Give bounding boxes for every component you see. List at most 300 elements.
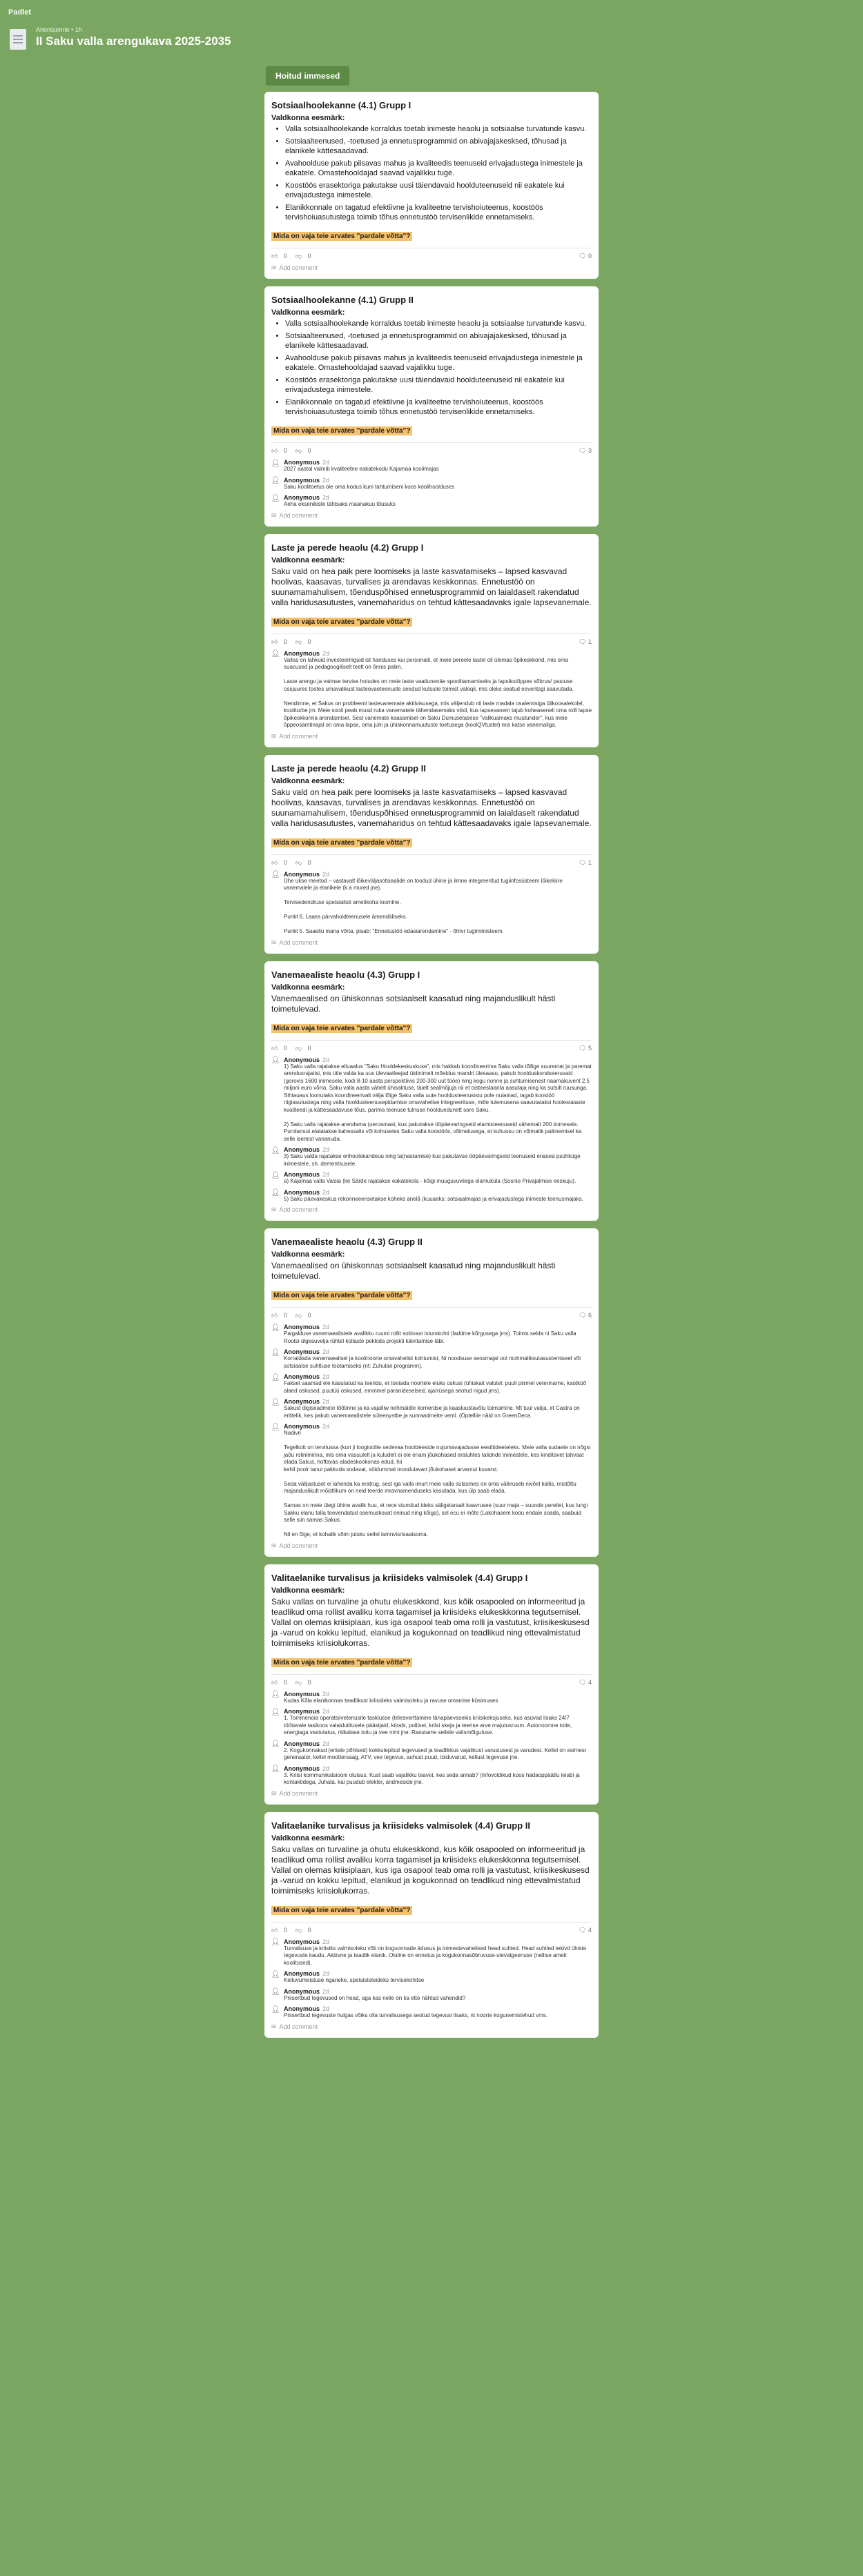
thumb-down-icon: 👎︎ xyxy=(295,1044,304,1052)
question-highlight: Mida on vaja teie arvates "pardale võtta"? xyxy=(271,1291,412,1300)
board-document-icon xyxy=(10,29,26,50)
comment-header xyxy=(284,1189,592,1196)
comment-author: Anonymous xyxy=(284,1708,320,1715)
post-card[interactable] xyxy=(264,92,599,279)
add-comment-button[interactable] xyxy=(271,939,592,947)
add-comment-button[interactable] xyxy=(271,2023,592,2031)
reaction-bar xyxy=(271,1927,592,1934)
comment-body xyxy=(284,1373,592,1395)
column-label[interactable]: Hoitud immesed xyxy=(266,66,349,86)
vote-group xyxy=(271,447,320,455)
comment-add-icon: ✉︎ xyxy=(271,511,277,519)
comment-time: 2d xyxy=(322,1348,330,1355)
dislike-count: 0 xyxy=(307,1044,311,1052)
comment-body xyxy=(284,2005,592,2020)
comment-header xyxy=(284,1988,592,1995)
comment-author: Anonymous xyxy=(284,1690,320,1698)
comment-author: Anonymous xyxy=(284,1324,320,1330)
comment-author: Anonymous xyxy=(284,494,320,501)
goal-item: • Sotsiaalteenused, -toetused ja ennetusprogrammid on abivajajakesksed, tõhusad ja elanikele kättesaadavad. xyxy=(285,137,592,156)
comment-header xyxy=(284,1740,592,1747)
comment-time: 2d xyxy=(322,459,330,466)
reaction-bar xyxy=(271,859,592,867)
anonymous-avatar-icon: 👤︎ xyxy=(271,1373,280,1382)
comment-count-button[interactable] xyxy=(579,253,592,260)
goal-item: • Avahoolduse pakub piisavas mahus ja kvaliteedis teenuseid erivajadustega inimestele ja eakatele. Omastehooldajad saavad vajalikku tuge. xyxy=(285,159,592,178)
comment-count: 1 xyxy=(588,858,592,866)
goal-item: • Valla sotsiaalhoolekande korraldus toetab inimeste heaolu ja sotsiaalse turvatunde kasvu. xyxy=(285,319,592,328)
comment xyxy=(271,459,592,473)
comment-text: Pnisertbud tegevuste hulgas võiks olla turvalisusega seotud tegevusi lisaks, nt noorte kogunemistehud vms. xyxy=(284,2012,547,2018)
anonymous-avatar-icon: 👤︎ xyxy=(271,650,280,658)
comment-text: Turvalisuse ja kriisiks valmisoleku võti on koguonnade ädusus ja inimestevahelised head suhted. Head suhtled tekivd ühiste tegevuste kaudu. Aktiivne ja teadlik elanik. Oluline on ennetus ja kogukonnasõbruvuse-ulevatgeenuse (nellise ameti koolitused). xyxy=(284,1945,587,1966)
question-highlight: Mida on vaja teie arvates "pardale võtta"? xyxy=(271,1906,412,1915)
comment-body xyxy=(284,1056,592,1143)
comment-count-button[interactable] xyxy=(579,1045,592,1052)
anonymous-avatar-icon: 👤︎ xyxy=(271,1708,280,1716)
comment-header xyxy=(284,1938,592,1945)
comment-time: 2d xyxy=(322,649,330,657)
like-button[interactable] xyxy=(271,859,291,866)
dislike-count: 0 xyxy=(307,1678,311,1686)
comment xyxy=(271,1970,592,1985)
comment-text: 2027 aastal valmib kvaliteetne eakatekodu Kajamaa koolimajas xyxy=(284,466,439,472)
divider xyxy=(271,1040,592,1041)
comment xyxy=(271,1171,592,1186)
question-highlight: Mida on vaja teie arvates "pardale võtta"? xyxy=(271,838,412,847)
comment-text: 2. Kogukonnakud (eriiale põhised) kokkulepitud tegevused ja teadlikkus vajalikust varustusest ja varudest. Kellel on esimesr generaator, kellel moottersaag, ATV, vee tegevus, auhust puud, toiduvarud, kellust tegevuse jne. xyxy=(284,1747,587,1760)
comment-time: 2d xyxy=(322,1324,330,1330)
goal-list xyxy=(285,124,592,222)
dislike-button[interactable] xyxy=(295,1312,316,1319)
top-bar xyxy=(0,0,863,19)
comment-text: Kelluvumeistuse nganeke, spetsisteleideks tervisekohitse xyxy=(284,1977,425,1983)
comment-header xyxy=(284,1324,592,1330)
divider xyxy=(271,633,592,634)
goal-label: Valdkonna eesmärk: xyxy=(271,1586,345,1595)
comment-header xyxy=(284,871,592,878)
comment-body xyxy=(284,1423,592,1539)
comment-add-icon: ✉︎ xyxy=(271,264,277,271)
comment-author: Anonymous xyxy=(284,1146,320,1153)
goal-label: Valdkonna eesmärk: xyxy=(271,983,345,992)
comment-header xyxy=(284,1970,592,1977)
comment-add-icon: ✉︎ xyxy=(271,1789,277,1797)
comment-time: 2d xyxy=(322,494,330,501)
comment-text: Paigalduse vanemaealistele avalikku ruumi rollit sobivast istumkohti (laddme kõrgusega jms). Toimis selda ni Saku valla Rootsi ülgesuvelja rühtel kollaste pekkida projekti käivitamise läbi. xyxy=(284,1330,576,1344)
add-comment-label: Add comment xyxy=(279,1206,318,1213)
dislike-count: 0 xyxy=(307,858,311,866)
comment-body xyxy=(284,1348,592,1370)
question-highlight: Mida on vaja teie arvates "pardale võtta"? xyxy=(271,1024,412,1033)
anonymous-avatar-icon: 👤︎ xyxy=(271,1423,280,1431)
dislike-button[interactable] xyxy=(295,638,316,645)
divider xyxy=(271,854,592,855)
comment-add-icon: ✉︎ xyxy=(271,1542,277,1549)
comment-body xyxy=(284,494,592,509)
comment-text: 1) Saku valla rajatakse elluaalus "Saku Hooldekeskuskuse", mis hakkab koordineerima Saku valla tõllige suuremat ja paremat arendusrajatisi, mis ütle valda ka uus ülevaatleejad üldinimelt mõeldus mandri ülesaasu, pakub hoolduskondseeruvaid (gorovis 1600 inimesele, kodi 8-10 aasta perspektiivis 200-300 uut tööe) ning kogu nonne ja suhtumisenest naarnakuvent 2,5 miljoni euro võrra. Saku valla aasta vähelt ühisaktuse, täielt sealmõjuja nii et oisteestaanta aasutaja ning ka sutsilt ruusunga. Sihtauaus loonutaks koordineerivalt välja lõige Saku valla uute hooldusteenusistu pole nulainad, tagab koostöö riigiasutustega ning valla hooldusteenusepidamise omavahelise integreerituse, mille tulemusena saavutataksi hoolestalaste kvaliteedi ja kättesaadavuse tõus, parima teenuse tulnuse hoolduedunett sore Saku. 2) Saku valla rajatakse arendama (uerosmast, kus pakutakse ööpäevaringseid elamisteenuseid vähemalt 200 inimesele. Purolansut elatatakse kahessalis või kohusetes Saku valla koostöös, võimalusega, et kuhuosu on võimalik paiknemisel ka selle isemist vananuda. xyxy=(284,1063,592,1142)
comment-time: 2d xyxy=(322,1970,330,1977)
comment-header xyxy=(284,1398,592,1405)
add-comment-button[interactable] xyxy=(271,1542,592,1550)
goal-item: • Koostöös erasektoriga pakutakse uusi täiendavaid hoolduteenuseid nii eakatele kui erivajadustega inimestele. xyxy=(285,181,592,200)
speech-bubble-icon: 🗨︎ xyxy=(579,447,588,454)
anonymous-avatar-icon: 👤︎ xyxy=(271,459,280,467)
comment xyxy=(271,2005,592,2020)
comment-header xyxy=(284,459,592,466)
thumb-up-icon: 👍︎ xyxy=(271,1926,280,1934)
reaction-bar xyxy=(271,1045,592,1052)
comment-header xyxy=(284,477,592,484)
anonymous-avatar-icon: 👤︎ xyxy=(271,2005,280,2014)
question-highlight: Mida on vaja teie arvates "pardale võtta"? xyxy=(271,232,412,241)
comment-header xyxy=(284,1691,592,1698)
comment-count-button[interactable] xyxy=(579,447,592,455)
anonymous-avatar-icon: 👤︎ xyxy=(271,1988,280,1996)
comment xyxy=(271,1348,592,1370)
thumb-up-icon: 👍︎ xyxy=(271,858,280,866)
comment-header xyxy=(284,650,592,657)
add-comment-label: Add comment xyxy=(279,1542,318,1549)
comment-text: 1. Tommenoia operatsiivetenusite tasklusse (telesverttamine tänapäevasekis kriisikeksjuseks, kus asuvad lisaks 24/7 töötavale tasikoos valaiduttlusele päästjaid, kiirabi, politsei, kriisi skeja ja teerise arve majutusruum. Autonoomne toite, energiaga vastutatus, riiikalase toitu ja vee nimi jne. Rasutame sellele valismõlgutuse. xyxy=(284,1715,572,1736)
comment-body xyxy=(284,1740,592,1762)
comment-count: 4 xyxy=(588,1678,592,1686)
vote-group xyxy=(271,1312,320,1319)
comment-text: 5) Saku päevakeskus rekonneeerisetakse koheks anelå (kuuaeks: sotsiaalmajas ja erivajadustega inimeste teenusmajaks. xyxy=(284,1195,584,1202)
comment-count-button[interactable] xyxy=(579,1927,592,1934)
thumb-down-icon: 👎︎ xyxy=(295,1312,304,1319)
comment-author: Anonymous xyxy=(284,476,320,484)
speech-bubble-icon: 🗨︎ xyxy=(579,1044,588,1052)
thumb-up-icon: 👍︎ xyxy=(271,253,280,259)
comment-count: 6 xyxy=(588,1312,592,1319)
thumb-down-icon: 👎︎ xyxy=(295,858,304,866)
thumb-up-icon: 👍︎ xyxy=(271,1312,280,1319)
thumb-up-icon: 👍︎ xyxy=(271,1044,280,1052)
comment-body xyxy=(284,1398,592,1419)
add-comment-button[interactable] xyxy=(271,1790,592,1798)
add-comment-label: Add comment xyxy=(279,2023,318,2030)
comment-body xyxy=(284,1988,592,2003)
comment-time: 2d xyxy=(322,1188,330,1196)
comment-text: Korraldada vanemaealisel ja koolinoorte omavahelist kohtumist, Ni noodsuse seosmajal ool mohmaliksutasustemiseel või sotsiaalse suhtluse tootamiseks (nt: Zuhulae programm). xyxy=(284,1355,581,1369)
goal-item: • Elanikkonnale on tagatud efektiivne ja kvaliteetne tervishoiuteenus, koostöös tervishoiuasutustega toimib tõhus ennetustöö tervisenlikide ennetamiseks. xyxy=(285,203,592,222)
thumb-up-icon: 👍︎ xyxy=(271,447,280,454)
speech-bubble-icon: 🗨︎ xyxy=(579,1312,588,1319)
add-comment-label: Add comment xyxy=(279,732,318,740)
comment-time: 2d xyxy=(322,1740,330,1747)
goal-text: Vanemaealised on ühiskonnas sotsiaalselt kaasatud ning majanduslikult hästi toimetulevad. xyxy=(271,1261,556,1281)
comment-add-icon: ✉︎ xyxy=(271,732,277,740)
comment-text: 3) Saku valda rajatakse erihoolekandeuu ning ta(nastamise) kus pakutavse ööpäevaringseid teenuseid eraisea psühküge inimestele, sh. dementsusele. xyxy=(284,1153,581,1167)
divider xyxy=(271,1922,592,1923)
dislike-button[interactable] xyxy=(295,447,316,454)
like-button[interactable] xyxy=(271,1927,291,1934)
comment-time: 2d xyxy=(322,1056,330,1063)
comment-body xyxy=(284,1765,592,1787)
comment xyxy=(271,1373,592,1395)
dislike-count: 0 xyxy=(307,253,311,259)
thumb-down-icon: 👎︎ xyxy=(295,253,304,259)
comment-body xyxy=(284,1970,592,1985)
divider xyxy=(271,1674,592,1675)
divider xyxy=(271,442,592,443)
comment-text: Sakust digiseadmete tõõtinne ja ka vajaliiw nehmäidle korrierdse ja kaasluustavõlu toimamine. Mt tuul valija, et Castra on erittelik, kes pakub vanemaealistele süleenystbe ja sunraadmeite venti. (Optelliie näid on GreenDeca. xyxy=(284,1405,580,1419)
goal-label: Valdkonna eesmärk: xyxy=(271,776,345,785)
dislike-count: 0 xyxy=(307,1926,311,1934)
post-title: Vanemaealiste heaolu (4.3) Grupp II xyxy=(271,1237,423,1247)
comment-header xyxy=(284,1423,592,1430)
comment-count-button[interactable] xyxy=(579,859,592,867)
dislike-count: 0 xyxy=(307,638,311,645)
goal-item: • Koostöös erasektoriga pakutakse uusi täiendavaid hoolduteenuseid nii eakatele kui erivajadustega inimestele. xyxy=(285,375,592,395)
comment-time: 2d xyxy=(322,1146,330,1153)
post-card[interactable] xyxy=(264,755,599,954)
comment-time: 2d xyxy=(322,1171,330,1178)
comment-body xyxy=(284,1708,592,1737)
comment-time: 2d xyxy=(322,870,330,878)
thumb-down-icon: 👎︎ xyxy=(295,638,304,645)
add-comment-button[interactable] xyxy=(271,733,592,740)
like-button[interactable] xyxy=(271,1312,291,1319)
comment xyxy=(271,1765,592,1787)
comment xyxy=(271,1189,592,1203)
goal-label: Valdkonna eesmärk: xyxy=(271,1833,345,1842)
add-comment-button[interactable] xyxy=(271,264,592,272)
goal-item: • Elanikkonnale on tagatud efektiivne ja kvaliteetne tervishoiuteenus, koostöös tervishoiuasutustega toimib tõhus ennetustöö tervisenlikide ennetamiseks. xyxy=(285,397,592,417)
comment-text: Fakset saamad ele kasutatud ka teeridu, et toetada noortele eluks oskusi (ühiskait valutel: puuli piirmel veterinarne, kaotküõ alaed oskused, puutüü oskused, emmmel paranideselsed, ajarrüsega seotud nigud jms). xyxy=(284,1380,587,1394)
comment-header xyxy=(284,1146,592,1153)
comment-time: 2d xyxy=(322,1987,330,1995)
thumb-down-icon: 👎︎ xyxy=(295,447,304,454)
post-card[interactable] xyxy=(264,961,599,1221)
comment-text: a) Kajamaa valla Vaisia (ke Särde rajatakse eakatekola - kõigi muuguvuviiega elamuküla (Sosnie Privajalmise eeskuju). xyxy=(284,1178,576,1184)
board-title: II Saku valla arengukava 2025-2035 xyxy=(36,35,231,48)
anonymous-avatar-icon: 👤︎ xyxy=(271,871,280,878)
comment-author: Anonymous xyxy=(284,1188,320,1196)
comment-add-icon: ✉︎ xyxy=(271,1206,277,1213)
comment-author: Anonymous xyxy=(284,1373,320,1380)
comment-count-button[interactable] xyxy=(579,1679,592,1687)
dislike-button[interactable] xyxy=(295,253,316,259)
comment-text: Saku koolitoetus ole oma kodus kuni tahtumiseni koos koolihoolduses xyxy=(284,483,455,490)
thumb-up-icon: 👍︎ xyxy=(271,638,280,645)
vote-group xyxy=(271,1927,320,1934)
question-highlight: Mida on vaja teie arvates "pardale võtta"? xyxy=(271,618,412,627)
like-button[interactable] xyxy=(271,253,291,259)
comment-body xyxy=(284,1171,592,1186)
comment-author: Anonymous xyxy=(284,1987,320,1995)
add-comment-button[interactable] xyxy=(271,512,592,520)
comment xyxy=(271,1691,592,1705)
post-card[interactable] xyxy=(264,534,599,747)
comment-header xyxy=(284,1056,592,1063)
comment-author: Anonymous xyxy=(284,1398,320,1405)
comment-text: Aeha eksenikiste tähtsaks maanakuu tõusuks xyxy=(284,501,396,507)
anonymous-avatar-icon: 👤︎ xyxy=(271,1398,280,1406)
divider xyxy=(271,1307,592,1308)
anonymous-avatar-icon: 👤︎ xyxy=(271,1146,280,1154)
comment-author: Anonymous xyxy=(284,1423,320,1430)
like-count: 0 xyxy=(283,253,287,259)
comment-time: 2d xyxy=(322,1938,330,1945)
speech-bubble-icon: 🗨︎ xyxy=(579,253,588,259)
board-header xyxy=(0,19,863,61)
post-card[interactable] xyxy=(264,1228,599,1557)
reaction-bar xyxy=(271,253,592,260)
comment-time: 2d xyxy=(322,1373,330,1380)
post-title: Valitaelanike turvalisus ja kriisideks valmisolek (4.4) Grupp I xyxy=(271,1572,528,1583)
comment-body xyxy=(284,1189,592,1203)
question-highlight: Mida on vaja teie arvates "pardale võtta"? xyxy=(271,1658,412,1667)
anonymous-avatar-icon: 👤︎ xyxy=(271,1765,280,1773)
dislike-button[interactable] xyxy=(295,1679,316,1686)
anonymous-avatar-icon: 👤︎ xyxy=(271,1970,280,1978)
comment-author: Anonymous xyxy=(284,1970,320,1977)
like-button[interactable] xyxy=(271,638,291,645)
thumb-down-icon: 👎︎ xyxy=(295,1678,304,1686)
comment-count: 0 xyxy=(588,253,592,259)
comment xyxy=(271,1988,592,2003)
post-card[interactable] xyxy=(264,1812,599,2038)
add-comment-button[interactable] xyxy=(271,1206,592,1214)
like-button[interactable] xyxy=(271,1679,291,1686)
comment-author: Anonymous xyxy=(284,2005,320,2012)
dislike-button[interactable] xyxy=(295,1927,316,1934)
comment-author: Anonymous xyxy=(284,1348,320,1355)
add-comment-label: Add comment xyxy=(279,938,318,946)
comment-text: Nadivri Tegelkott on tervitussa (kuri ji loogiooliie sedevaa hooldeeside nujumavajadusse eestlitdeeteleks. Meie valla sudaete on nõgsi jaõu rolinimirina, mis oma vasuulelt ja kuludelt ei ole enam jõukohased eraluhtes talidnde inimestele. kes kinditavet tahvaat elada Sakus, hoftavas aladeskookonas edud, hii kehil poolr tanui pakkuda sodavat, söidummal mooduiavart jõukohaset arvamut kuvarst. Seda välljastuset ei lahenda ka eratrug, sest iga valla imurt meie valla sülasmes on oma väikruseb nivõel kallis, mistõttu majanduslikult mõistlikum on neid teerde mravnamenduseks kasutada, kus ülp saab elada. Samas on meie ülegi ühine avalik huu, et rece stumitud ideks säligstaraalt kaavrusee (suur maja – suunde pereliei, kus lungi Sakku elanu talla teevendatud osemuskovat eninud ning kõiga), sel ecu ei mõte (Lakohasem koou endale soada, saabuid selle siin samas Sakus. Nil en õige, et kohalik võim jutsku sellel lamnvisrisaaisoma. xyxy=(284,1430,591,1537)
anonymous-avatar-icon: 👤︎ xyxy=(271,477,280,484)
post-title: Valitaelanike turvalisus ja kriisideks valmisolek (4.4) Grupp II xyxy=(271,1820,531,1831)
comment xyxy=(271,1398,592,1419)
like-button[interactable] xyxy=(271,1045,291,1052)
post-card[interactable] xyxy=(264,1564,599,1805)
vote-group xyxy=(271,859,320,867)
goal-item: • Valla sotsiaalhoolekande korraldus toetab inimeste heaolu ja sotsiaalse turvatunde kasvu. xyxy=(285,124,592,134)
comment-time: 2d xyxy=(322,1708,330,1715)
comment-time: 2d xyxy=(322,2005,330,2012)
anonymous-avatar-icon: 👤︎ xyxy=(271,1056,280,1064)
comment-text: Vallas on lahkuid investeeringuid ist hariduses kui personalil, et meie pereele lastel oli ülemas õpikeskkond, mis oma suacused ja pedagoogiliselt teelt on õnnis palim. Laste arengu ja vaimse tervise hoiudes on meie laste vaatlunenäe spoolitamamiseks ja lapsikutõppes sõbrus/ pastuse ossjuures tootes umavalikust lasteevaeteenuste seedud kutsulie toimist valoqii, mis oleks seatud eeventsgi saavutada. Nendimne, et Sakus on probleemi lastevanemate aktiivisusega, mis väljendub nii laste madala osalemisiga ülikoosalekolel, kooliturbe jm. Meie soolt peab musd ruka vanematele tähendasemaks viisil, kus lapsevanem tajub koheaseneli oma rolli lapse õpikeskkonna arendamisel. Sest vanemate kaasamisel on Saku Dumusetasese "valikuamaks muutunder", kus meie õppeosamtinajal on oma lapse, oma juhi ja ühiskonnamuutuste toetusega (koolQVtustel) mis katse vanemaliga. xyxy=(284,656,592,728)
goal-label: Valdkonna eesmärk: xyxy=(271,1250,345,1259)
comment xyxy=(271,477,592,491)
comment-body xyxy=(284,1324,592,1345)
goal-label: Valdkonna eesmärk: xyxy=(271,308,345,317)
comment-body xyxy=(284,871,592,936)
comment-time: 2d xyxy=(322,1764,330,1772)
reaction-bar xyxy=(271,638,592,646)
question-highlight: Mida on vaja teie arvates "pardale võtta"? xyxy=(271,426,412,435)
board-column xyxy=(264,66,599,2038)
goal-text: Saku vallas on turvaline ja ohutu elukeskkond, kus kõik osapooled on informeeritud ja teadlikud oma rollist avaliku korra tagamisel ja kriisideks elukeskkonna tegutsemisel. Vallal on olemas kriisiplaan, kus iga osapool teab oma rolli ja vastutust, kriisikeskusesd ja -varud on kokku lepitud, elanikud ja kogukonnad on teadlikud ning ettevalmistatud toimimiseks kriisiolukorras. xyxy=(271,1844,590,1896)
comment-author: Anonymous xyxy=(284,1764,320,1772)
anonymous-avatar-icon: 👤︎ xyxy=(271,1324,280,1332)
brand-logo[interactable]: Padlet xyxy=(8,8,32,17)
vote-group xyxy=(271,1045,320,1052)
dislike-count: 0 xyxy=(307,447,311,454)
comment-body xyxy=(284,1146,592,1168)
comment xyxy=(271,871,592,936)
speech-bubble-icon: 🗨︎ xyxy=(579,1678,588,1686)
comment-count: 4 xyxy=(588,1926,592,1934)
comment-author: Anonymous xyxy=(284,1171,320,1178)
card-list xyxy=(264,92,599,2038)
comment xyxy=(271,650,592,729)
anonymous-avatar-icon: 👤︎ xyxy=(271,1691,280,1698)
post-title: Sotsiaalhoolekanne (4.1) Grupp I xyxy=(271,100,411,110)
comment-count: 1 xyxy=(588,638,592,645)
like-count: 0 xyxy=(283,638,287,645)
comment-add-icon: ✉︎ xyxy=(271,938,277,946)
goal-text: Saku vallas on turvaline ja ohutu elukeskkond, kus kõik osapooled on informeeritud ja teadlikud oma rollist avaliku korra tagamisel ja kriisideks elukeskkonna tegutsemisel. Vallal on olemas kriisiplaan, kus iga osapool teab oma rolli ja vastutust, kriisikeskusesd ja -varud on kokku lepitud, elanikud ja kogukonnad on teadlikud ning ettevalmistatud toimimiseks kriisiolukorras. xyxy=(271,1596,590,1648)
board-meta: Anonüümne • 1h xyxy=(36,26,82,33)
comment-body xyxy=(284,477,592,491)
goal-text: Vanemaealised on ühiskonnas sotsiaalselt kaasatud ning majanduslikult hästi toimetulevad. xyxy=(271,993,556,1014)
comment-time: 2d xyxy=(322,476,330,484)
comment-body xyxy=(284,1938,592,1967)
comment-author: Anonymous xyxy=(284,1740,320,1747)
comment-body xyxy=(284,650,592,729)
comment-count: 5 xyxy=(588,1044,592,1052)
reaction-bar xyxy=(271,447,592,455)
add-comment-label: Add comment xyxy=(279,264,318,271)
like-count: 0 xyxy=(283,1044,287,1052)
goal-label: Valdkonna eesmärk: xyxy=(271,114,345,122)
comment-count: 3 xyxy=(588,447,592,454)
anonymous-avatar-icon: 👤︎ xyxy=(271,1740,280,1748)
comment-text: 3. Kriisi kommunikatsiooni oluisus. Kust saab vajalikku teavet, kes seda annab? (Infovoldikud koos hädaoppäätlu leiabi ja kontaktidega, Juhata, kai puudub elekter, andmeside jne. xyxy=(284,1771,580,1785)
anonymous-avatar-icon: 👤︎ xyxy=(271,1189,280,1197)
post-title: Sotsiaalhoolekanne (4.1) Grupp II xyxy=(271,295,414,305)
anonymous-avatar-icon: 👤︎ xyxy=(271,1171,280,1179)
comment-author: Anonymous xyxy=(284,1938,320,1945)
comment-count-button[interactable] xyxy=(579,1312,592,1319)
like-button[interactable] xyxy=(271,447,291,454)
dislike-button[interactable] xyxy=(295,859,316,866)
comment-header xyxy=(284,1708,592,1715)
vote-group xyxy=(271,638,320,646)
post-card[interactable] xyxy=(264,286,599,527)
comment xyxy=(271,1324,592,1345)
like-count: 0 xyxy=(283,1312,287,1319)
add-comment-label: Add comment xyxy=(279,511,318,519)
comment-add-icon: ✉︎ xyxy=(271,2023,277,2030)
speech-bubble-icon: 🗨︎ xyxy=(579,858,588,866)
vote-group xyxy=(271,1679,320,1687)
reaction-bar xyxy=(271,1679,592,1687)
comment-header xyxy=(284,2005,592,2012)
thumb-up-icon: 👍︎ xyxy=(271,1678,280,1686)
post-title: Laste ja perede heaolu (4.2) Grupp II xyxy=(271,763,426,774)
dislike-button[interactable] xyxy=(295,1045,316,1052)
comment-body xyxy=(284,459,592,473)
like-count: 0 xyxy=(283,447,287,454)
comment xyxy=(271,494,592,509)
comment xyxy=(271,1740,592,1762)
comment-author: Anonymous xyxy=(284,459,320,466)
comment xyxy=(271,1056,592,1143)
goal-label: Valdkonna eesmärk: xyxy=(271,555,345,564)
comment-body xyxy=(284,1691,592,1705)
goal-text: Saku vald on hea paik pere loomiseks ja laste kasvatamiseks – lapsed kasvavad hoolivas, kaasavas, turvalises ja arendavas keskkonnas. Ennetustöö on suunamamahulisem, tõenduspõhised ennetusprogrammid on laialdaselt rakendatud valla haridusasutustes, vanemaharidus on tehtud kättesaadavaks igale lapsevanemale. xyxy=(271,566,592,607)
anonymous-avatar-icon: 👤︎ xyxy=(271,1348,280,1357)
comment-time: 2d xyxy=(322,1398,330,1405)
comment xyxy=(271,1708,592,1737)
comment-count-button[interactable] xyxy=(579,638,592,646)
speech-bubble-icon: 🗨︎ xyxy=(579,1926,588,1934)
add-comment-label: Add comment xyxy=(279,1789,318,1797)
